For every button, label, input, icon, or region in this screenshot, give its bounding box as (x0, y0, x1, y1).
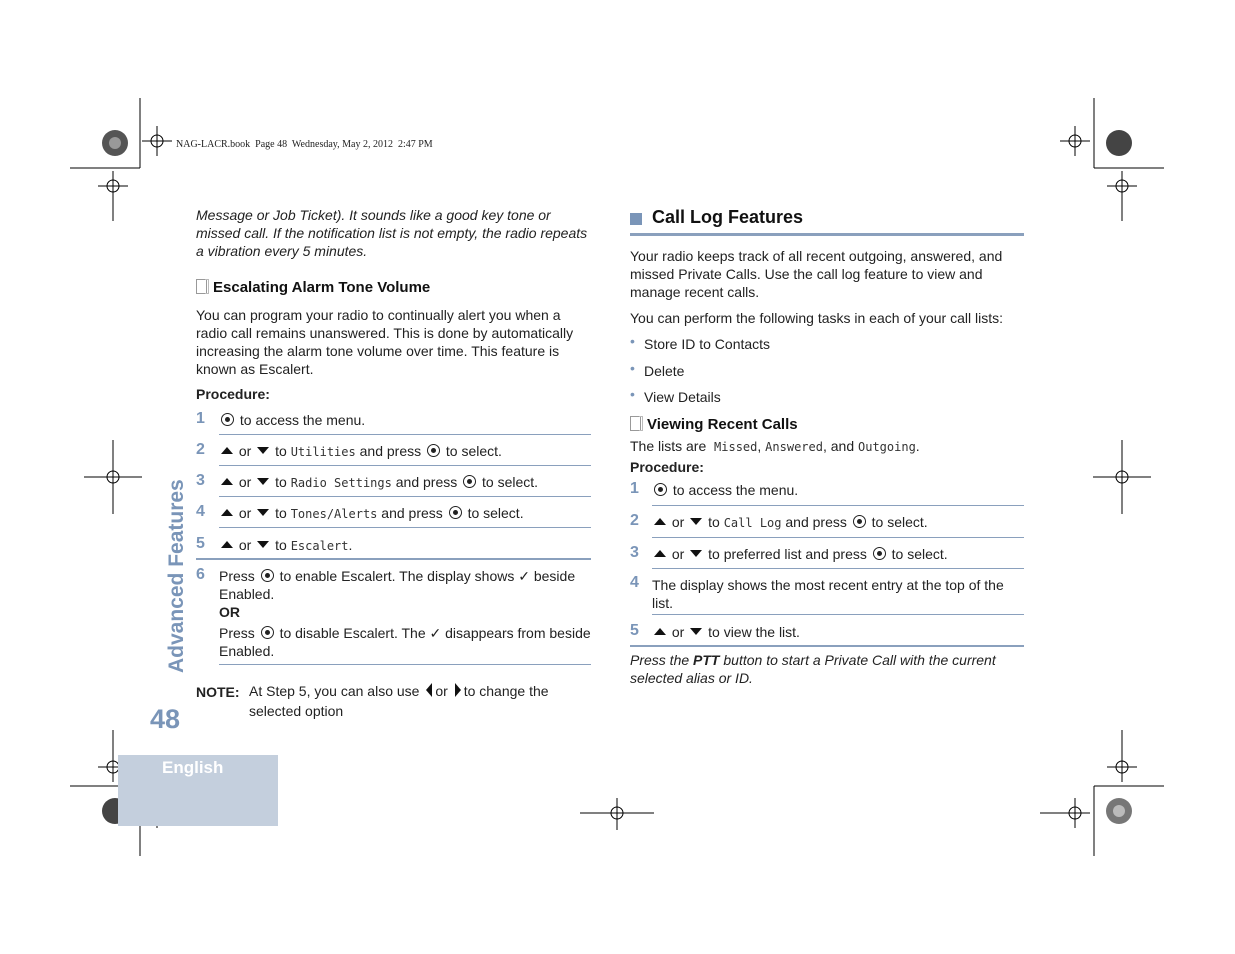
intro-paragraph: Message or Job Ticket). It sounds like a good key tone or missed call. If the notification list is not empty, the radio repeats a vibration every 5 minutes. (196, 207, 588, 259)
step-text: or to Radio Settings and press to select. (219, 473, 538, 492)
divider (219, 496, 591, 497)
step-number: 2 (196, 441, 205, 458)
divider (652, 568, 1024, 569)
down-arrow-icon (257, 447, 269, 454)
up-arrow-icon (654, 518, 666, 525)
step-text: to access the menu. (652, 481, 798, 499)
divider (652, 614, 1024, 615)
down-arrow-icon (690, 628, 702, 635)
step-text: to access the menu. (219, 411, 365, 429)
lists-description: The lists are Missed, Answered, and Outgoing. (630, 438, 920, 454)
step-text: or to Tones/Alerts and press to select. (219, 504, 524, 523)
up-arrow-icon (221, 447, 233, 454)
step-text: or to Call Log and press to select. (652, 513, 928, 532)
up-arrow-icon (221, 478, 233, 485)
note-label: NOTE: (196, 684, 240, 700)
up-arrow-icon (654, 550, 666, 557)
heading-underline (630, 233, 1024, 236)
bullet-item: Store ID to Contacts (644, 336, 771, 352)
down-arrow-icon (257, 509, 269, 516)
divider (652, 505, 1024, 506)
bullet-item: View Details (644, 389, 721, 405)
note-text-continued: selected option (249, 703, 344, 719)
language-label: English (162, 758, 224, 777)
document-icon (196, 279, 207, 294)
step-number: 6 (196, 566, 205, 583)
step-number: 3 (196, 472, 205, 489)
up-arrow-icon (221, 541, 233, 548)
menu-ok-button-icon (654, 483, 667, 496)
step-number: 1 (630, 480, 639, 497)
menu-ok-button-icon (261, 569, 274, 582)
divider (196, 558, 591, 560)
menu-ok-button-icon (427, 444, 440, 457)
divider (219, 465, 591, 466)
section-title-vertical: Advanced Features (165, 479, 188, 673)
tasks-intro: You can perform the following tasks in each of your call lists: (630, 310, 1004, 326)
left-arrow-icon (426, 683, 432, 697)
bullet-dot: • (630, 333, 635, 349)
down-arrow-icon (690, 518, 702, 525)
heading-square-icon (630, 213, 642, 225)
step-number: 5 (196, 535, 205, 552)
bullet-item: Delete (644, 363, 685, 379)
divider (219, 664, 591, 665)
bullet-dot: • (630, 386, 635, 402)
page-number: 48 (150, 704, 181, 734)
or-label: OR (219, 604, 240, 620)
section-heading-escalating: Escalating Alarm Tone Volume (196, 279, 430, 296)
up-arrow-icon (221, 509, 233, 516)
menu-ok-button-icon (449, 506, 462, 519)
bullet-dot: • (630, 360, 635, 376)
procedure-label: Procedure: (630, 459, 704, 475)
divider (652, 537, 1024, 538)
step-text: Press to enable Escalert. The display shows ✓ beside Enabled. (219, 568, 576, 602)
subheading-viewing-recent-calls: Viewing Recent Calls (630, 416, 798, 433)
step-text: or to Utilities and press to select. (219, 442, 502, 461)
right-arrow-icon (455, 683, 461, 697)
step-number: 5 (630, 622, 639, 639)
down-arrow-icon (257, 478, 269, 485)
menu-ok-button-icon (221, 413, 234, 426)
closing-paragraph: Press the PTT button to start a Private Call with the current selected alias or ID. (630, 652, 996, 686)
step-number: 1 (196, 410, 205, 427)
step-text: The display shows the most recent entry at the top of the list. (652, 577, 1004, 611)
section-heading-call-log: Call Log Features (652, 207, 804, 227)
menu-ok-button-icon (853, 515, 866, 528)
divider (219, 527, 591, 528)
note-text: At Step 5, you can also use or to change the (249, 683, 549, 699)
step-text: or to view the list. (652, 623, 800, 641)
step-text: Press to disable Escalert. The ✓ disappears from beside Enabled. (219, 625, 591, 659)
book-info: NAG-LACR.book Page 48 Wednesday, May 2, 2012 2:47 PM (176, 139, 433, 150)
procedure-label: Procedure: (196, 386, 270, 402)
divider (630, 645, 1024, 647)
menu-ok-button-icon (873, 547, 886, 560)
escalert-description: You can program your radio to continually alert you when a radio call remains unanswered. This is done by automatically increasing the alarm tone volume over time. This feature is known as Escalert. (196, 307, 574, 377)
document-icon (630, 416, 641, 431)
down-arrow-icon (690, 550, 702, 557)
up-arrow-icon (654, 628, 666, 635)
menu-ok-button-icon (261, 626, 274, 639)
step-number: 3 (630, 544, 639, 561)
call-log-description: Your radio keeps track of all recent outgoing, answered, and missed Private Calls. Use the call log feature to view and manage recent calls. (630, 248, 1003, 300)
step-number: 4 (630, 574, 639, 591)
divider (219, 434, 591, 435)
step-text: or to Escalert. (219, 536, 352, 555)
step-number: 4 (196, 503, 205, 520)
menu-ok-button-icon (463, 475, 476, 488)
step-number: 2 (630, 512, 639, 529)
step-text: or to preferred list and press to select. (652, 545, 948, 563)
down-arrow-icon (257, 541, 269, 548)
